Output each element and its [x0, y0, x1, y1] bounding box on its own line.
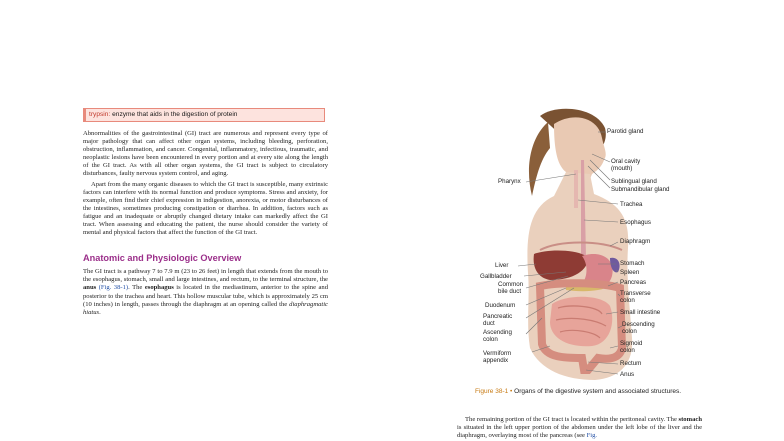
figure-number: Figure 38-1 • [475, 388, 513, 395]
glossary-term: trypsin: [89, 111, 111, 118]
label-ascending-colon: colon [483, 336, 498, 343]
digestive-system-figure [470, 108, 720, 388]
label-pancreas: Pancreas [620, 279, 647, 286]
label-parotid-gland: Parotid gland [607, 128, 644, 135]
glossary-definition: enzyme that aids in the digestion of protein [112, 111, 238, 118]
label-oral-cavity: Oral cavity [611, 158, 641, 165]
overview-text-b: . The [128, 284, 145, 292]
label-stomach: Stomach [620, 260, 645, 267]
label-mouth: (mouth) [611, 165, 633, 172]
term-stomach: stomach [678, 416, 702, 423]
digestive-system-illustration [470, 108, 720, 388]
section-heading: Anatomic and Physiologic Overview [83, 253, 242, 264]
label-pharynx: Pharynx [498, 178, 521, 185]
label-liver: Liver [495, 262, 509, 269]
label-trachea: Trachea [620, 201, 643, 208]
label-appendix: appendix [483, 357, 509, 364]
label-anus: Anus [620, 371, 635, 378]
label-sigmoid-colon: colon [620, 347, 635, 354]
label-rectum: Rectum [620, 360, 642, 367]
label-vermiform: Vermiform [483, 350, 512, 357]
label-descending-colon: colon [622, 328, 637, 335]
label-spleen: Spleen [620, 269, 640, 276]
label-small-intestine: Small intestine [620, 309, 661, 316]
glossary-box [83, 108, 325, 122]
label-sigmoid: Sigmoid [620, 340, 643, 347]
overview-text-c: is located in the mediastinum, anterior to the spine and posterior to the trachea and heart. This hollow muscular tube, which is approximately 25 cm (10 inches) in length, passes through the diaphragm at an opening called the [83, 284, 328, 308]
label-pancreatic-duct: duct [483, 320, 495, 327]
label-descending: Descending [622, 321, 655, 328]
overview-paragraph [83, 268, 328, 317]
continuation-text-1: The remaining portion of the GI tract is located within the peritoneal cavity. The [465, 416, 679, 423]
figure-caption [475, 388, 720, 396]
label-common: Common [498, 281, 524, 288]
right-column [457, 416, 702, 440]
label-diaphragm: Diaphragm [620, 238, 651, 245]
continuation-text-2: is situated in the left upper portion of the abdomen under the left lobe of the liver and the diaphragm, overlaying most of the pancreas (see [457, 424, 702, 440]
label-sublingual-gland: Sublingual gland [611, 178, 657, 185]
term-anus: anus [83, 284, 97, 292]
label-gallbladder: Gallbladder [480, 273, 512, 280]
overview-text-d: . [99, 308, 101, 316]
label-transverse: Transverse [620, 290, 651, 297]
figure-caption-text: Organs of the digestive system and associated structures. [514, 388, 682, 395]
label-transverse-colon: colon [620, 297, 635, 304]
continuation-paragraph [457, 416, 702, 440]
intro-paragraph-2: Apart from the many organic diseases to which the GI tract is susceptible, many extrinsic factors can interfere with its normal function and produce symptoms. Stress and anxiety, for example, often find their chief expression in indigestion, anorexia, or motor disturbances of the intestines, sometimes producing constipation or diarrhea. In addition, factors such as fatigue and an inadequate or abruptly changed dietary intake can markedly affect the GI tract. When assessing and educating the patient, the nurse should consider the variety of mental and physical factors that affect the function of the GI tract. [83, 180, 328, 237]
overview-text-a: The GI tract is a pathway 7 to 7.9 m (23 to 26 feet) in length that extends from the mouth to the esophagus, stomach, small and large intestines, and rectum, to the terminal structure, the [83, 268, 328, 284]
label-ascending: Ascending [483, 329, 512, 336]
label-bile-duct: bile duct [498, 288, 522, 295]
label-esophagus: Esophagus [620, 219, 651, 226]
figure-reference-link[interactable]: (Fig. 38-1) [98, 284, 129, 292]
label-duodenum: Duodenum [485, 302, 516, 309]
label-submandibular-gland: Submandibular gland [611, 186, 670, 193]
label-pancreatic: Pancreatic [483, 313, 513, 320]
left-column [83, 130, 328, 317]
continuation-figure-link[interactable]: Fig. [586, 432, 598, 440]
intro-paragraph-1: Abnormalities of the gastrointestinal (GI) tract are numerous and represent every type of major pathology that can affect other organ systems, including bleeding, perforation, obstruction, inflammation, and cancer. Congenital, inflammatory, infectious, traumatic, and neoplastic lesions have been encountered in every portion and at every site along the length of the GI tract. As with all other organ systems, the GI tract is subject to circulatory disturbances, faulty nervous system control, and aging. [83, 130, 328, 178]
term-diaphragmatic-hiatus: diaphragmatic hiatus [83, 300, 328, 316]
term-esophagus: esophagus [144, 284, 174, 292]
